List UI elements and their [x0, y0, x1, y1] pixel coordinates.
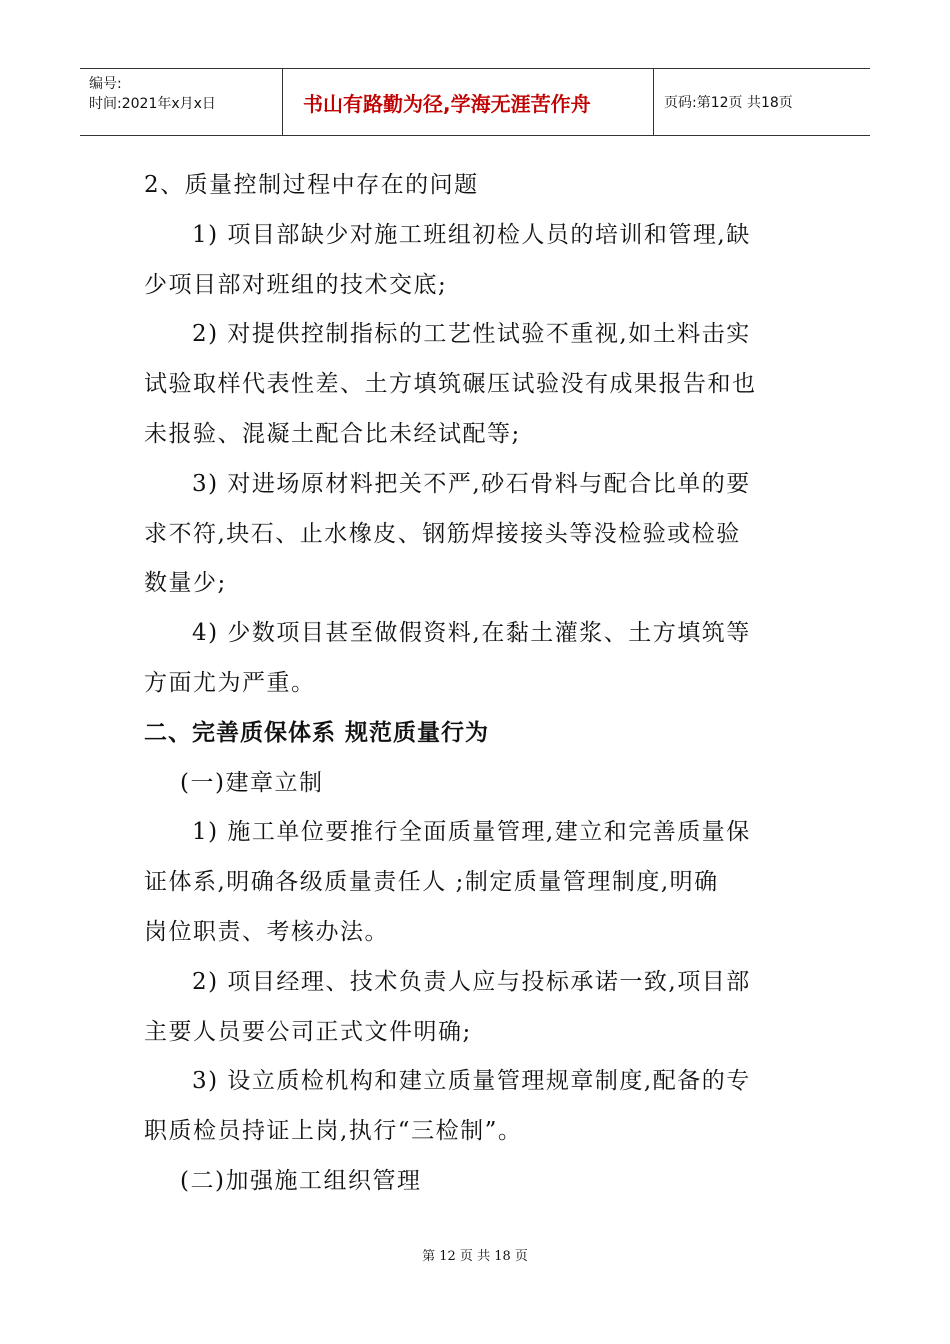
paragraph-line: 1) 项目部缺少对施工班组初检人员的培训和管理,缺	[192, 221, 751, 248]
header-meta	[80, 69, 283, 135]
paragraph-line: 试验取样代表性差、土方填筑碾压试验没有成果报告和也	[144, 371, 757, 398]
paragraph-line: 主要人员要公司正式文件明确;	[144, 1018, 472, 1045]
paragraph-line: 少项目部对班组的技术交底;	[144, 271, 448, 298]
paragraph-line: 求不符,块石、止水橡皮、钢筋焊接接头等没检验或检验	[144, 520, 741, 547]
subsection-heading: (二)加强施工组织管理	[180, 1167, 422, 1194]
paragraph-line: 3) 对进场原材料把关不严,砂石骨料与配合比单的要	[192, 470, 751, 497]
paragraph-line: 2) 对提供控制指标的工艺性试验不重视,如土料击实	[192, 321, 751, 348]
paragraph-line: 职质检员持证上岗,执行“三检制”。	[144, 1118, 523, 1145]
paragraph-line: 3) 设立质检机构和建立质量管理规章制度,配备的专	[192, 1068, 751, 1095]
paragraph-line: 数量少;	[144, 570, 227, 597]
subsection-heading: (一)建章立制	[180, 769, 324, 796]
paragraph-line: 方面尤为严重。	[144, 669, 316, 696]
paragraph-line: 岗位职责、考核办法。	[144, 918, 389, 945]
header-motto: 书山有路勤为径,学海无涯苦作舟	[283, 69, 654, 135]
number-label: 编号:	[89, 76, 122, 92]
paragraph-line: 4) 少数项目甚至做假资料,在黏土灌浆、土方填筑等	[192, 620, 751, 647]
section-subtitle: 2、质量控制过程中存在的问题	[144, 172, 479, 198]
header-page-info: 页码:第12页 共18页	[664, 95, 793, 111]
time-label: 时间:2021年x月x日	[89, 96, 216, 112]
paragraph-line: 1) 施工单位要推行全面质量管理,建立和完善质量保	[192, 819, 751, 846]
page-header	[80, 68, 870, 136]
paragraph-line: 未报验、混凝土配合比未经试配等;	[144, 420, 521, 447]
paragraph-line: 2) 项目经理、技术负责人应与投标承诺一致,项目部	[192, 968, 751, 995]
paragraph-line: 证体系,明确各级质量责任人 ;制定质量管理制度,明确	[144, 869, 719, 896]
page-footer: 第 12 页 共 18 页	[422, 1249, 528, 1264]
document-body	[144, 161, 814, 1207]
section-heading: 二、完善质保体系 规范质量行为	[144, 719, 490, 746]
